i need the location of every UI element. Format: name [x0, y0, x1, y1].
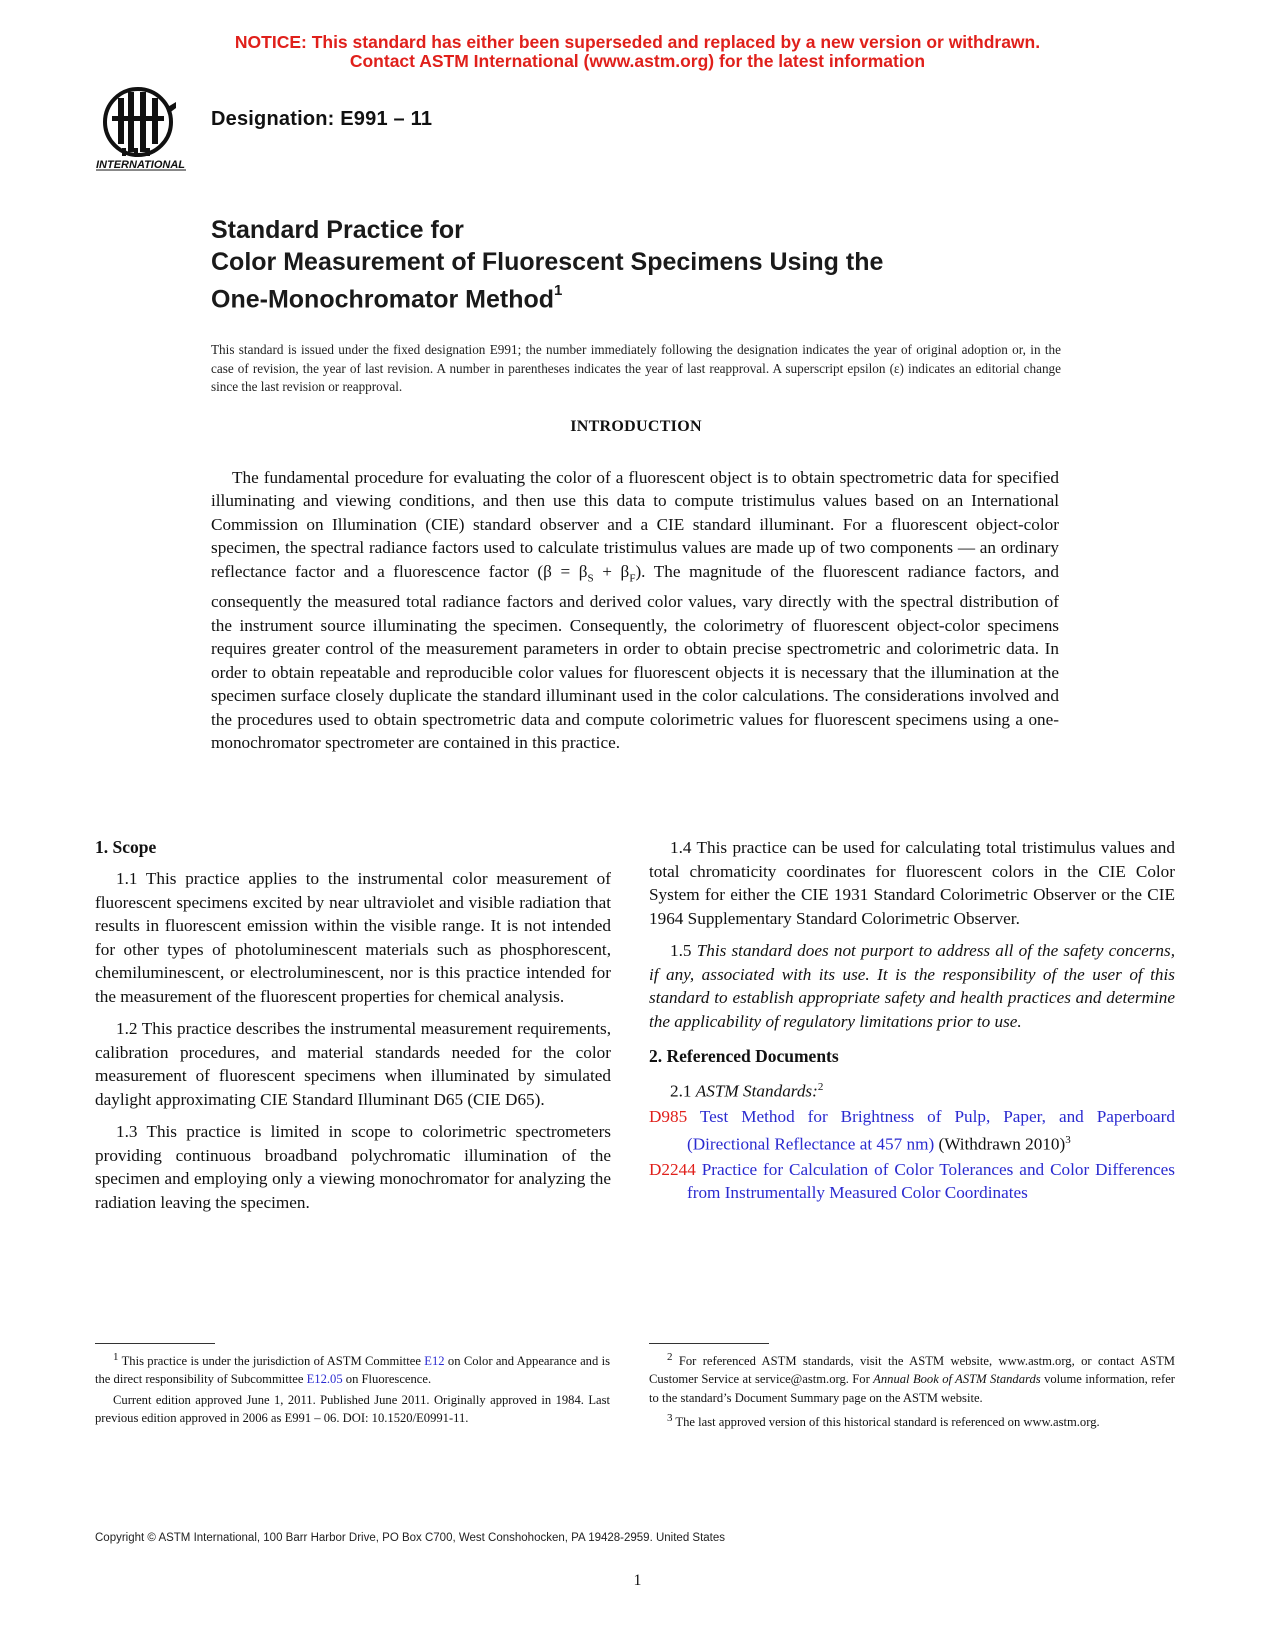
- footnote-1: [95, 1348, 610, 1389]
- subcommittee-e12-05-link[interactable]: E12.05: [306, 1372, 343, 1387]
- footnote-1-text-a: This practice is under the jurisdiction of ASTM Committee: [118, 1354, 425, 1369]
- title-line-2: Color Measurement of Fluorescent Specimens Using the: [211, 248, 884, 276]
- page-number: 1: [633, 1572, 642, 1589]
- footnote-3-text: The last approved version of this historical standard is referenced on www.astm.org.: [672, 1415, 1100, 1430]
- footnote-3-mark: 3: [667, 1412, 673, 1425]
- footnote-divider: [649, 1343, 769, 1344]
- footnote-2: [649, 1348, 1175, 1407]
- footnotes-left: [95, 1343, 610, 1429]
- astm-standards-text: ASTM Standards:: [695, 1081, 818, 1101]
- reference-note: (Withdrawn 2010): [934, 1134, 1066, 1154]
- title-line-3: [211, 278, 1111, 315]
- intro-sub-s: S: [587, 572, 594, 585]
- reference-code-link[interactable]: D985: [649, 1107, 688, 1127]
- designation: Designation: E991 – 11: [211, 108, 433, 130]
- withdrawal-notice: [0, 33, 1275, 71]
- document-title: [211, 214, 1111, 315]
- scope-1-4: 1.4 This practice can be used for calculating total tristimulus values and total chromaticity coordinates for fluorescent colors in the CIE Color System for either the CIE 1931 Standard Colorimetric Observer or the CIE 1964 Supplementary Standard Colorimetric Observer.: [649, 838, 1175, 928]
- intro-part-1: The fundamental procedure for evaluating the color of a fluorescent object is to obtain spectrometric data for specified illuminating and viewing conditions, and then use this data to compute tristimulus values based on an International Commission on Illumination (CIE) standard observer and a CIE standard illuminant. For a fluorescent object-color specimen, the spectral radiance factors used to calculate tristimulus values are made up of two components — an ordinary reflectance factor and a fluorescence factor (β = β: [211, 468, 1059, 581]
- left-column: [95, 836, 611, 1223]
- edition-note: Current edition approved June 1, 2011. Published June 2011. Originally approved in 1984. Last previous edition approved in 2006 as E991 – 06. DOI: 10.1520/E0991-11.: [95, 1392, 610, 1426]
- astm-logo: [96, 86, 196, 172]
- committee-e12-link[interactable]: E12: [424, 1354, 445, 1369]
- scope-heading: 1. Scope: [95, 837, 157, 857]
- astm-standards-footnote-mark[interactable]: 2: [817, 1081, 824, 1093]
- intro-part-2: + β: [593, 561, 630, 581]
- scope-1-5-text: This standard does not purport to address all of the safety concerns, if any, associated with its use. It is the responsibility of the user of this standard to establish appropriate safety and health practices and determine the applicability of regulatory limitations prior to use.: [649, 941, 1176, 1031]
- scope-1-2: 1.2 This practice describes the instrumental measurement requirements, calibration procedures, and material standards needed for the color measurement of fluorescent specimens when illuminated by simulated daylight approximating CIE Standard Illuminant D65 (CIE D65).: [95, 1019, 611, 1109]
- logo-wordmark: INTERNATIONAL: [96, 159, 186, 171]
- title-line-3-text: One-Monochromator Method: [211, 285, 555, 314]
- footnote-2-text-a: For referenced ASTM standards, visit the ASTM website, www.astm.org, or contact ASTM Customer Service at service@astm.org. For: [649, 1354, 1175, 1387]
- copyright-line: Copyright © ASTM International, 100 Barr Harbor Drive, PO Box C700, West Conshohocken, PA 19428-2959. United States: [95, 1532, 726, 1544]
- footnote-1-text-b: on Color and Appearance and is the direct responsibility of Subcommittee: [95, 1354, 610, 1387]
- reference-title-link[interactable]: Test Method for Brightness of Pulp, Paper, and Paperboard (Directional Reflectance at 457 nm): [687, 1107, 1175, 1154]
- intro-sub-f: F: [629, 572, 636, 585]
- scope-1-3: 1.3 This practice is limited in scope to colorimetric spectrometers providing continuous broadband polychromatic illumination of the specimen and employing only a viewing monochromator for analyzing the radiation leaving the specimen.: [95, 1122, 611, 1212]
- footnote-3: [649, 1409, 1175, 1431]
- reference-footnote-mark[interactable]: 3: [1065, 1133, 1071, 1146]
- scope-1-5: [649, 939, 1175, 1033]
- footnote-1-mark: 1: [113, 1351, 119, 1363]
- footnote-2-mark: 2: [667, 1351, 673, 1363]
- footnote-2-text-b: volume information, refer to the standard’s Document Summary page on the ASTM website.: [649, 1372, 1175, 1405]
- reference-title-link[interactable]: Practice for Calculation of Color Tolerances and Color Differences from Instrumentally Measured Color Coordinates: [687, 1159, 1175, 1203]
- reference-code-link[interactable]: D2244: [649, 1159, 696, 1179]
- footnote-1-text-c: on Fluorescence.: [342, 1372, 432, 1387]
- astm-standards-number: 2.1: [670, 1081, 696, 1101]
- issued-note: This standard is issued under the fixed designation E991; the number immediately following the designation indicates the year of original adoption or, in the case of revision, the year of last revision. A number in parentheses indicates the year of last reapproval. A superscript epsilon (ε) indicates an editorial change since the last revision or reapproval.: [211, 342, 1061, 394]
- introduction-body: [211, 466, 1059, 754]
- intro-part-3: ). The magnitude of the fluorescent radiance factors, and consequently the measured total radiance factors and derived color values, vary directly with the spectral distribution of the instrument source illuminating the specimen. Consequently, the colorimetry of fluorescent object-color specimens requires greater control of the measurement parameters in order to obtain precise spectrometric and colorimetric data. In order to obtain repeatable and reproducible color values for fluorescent objects it is necessary that the illumination at the specimen surface closely duplicate the standard illuminant used in the color calculations. The considerations involved and the procedures used to obtain spectrometric data and compute colorimetric values for fluorescent specimens using a one-monochromator spectrometer are contained in this practice.: [211, 561, 1059, 752]
- scope-1-1: 1.1 This practice applies to the instrumental color measurement of fluorescent specimens excited by near ultraviolet and visible radiation that results in fluorescent emission within the visible range. It is not intended for other types of photoluminescent materials such as phosphorescent, chemiluminescent, or electroluminescent, nor is this practice intended for the measurement of the fluorescent properties for chemical analysis.: [95, 869, 611, 1006]
- footnote-2-italic: Annual Book of ASTM Standards: [873, 1372, 1041, 1387]
- right-column: [649, 836, 1175, 1207]
- astm-standards-label: [649, 1076, 1175, 1103]
- astm-logo-mark-icon: [96, 86, 196, 172]
- scope-1-5-number: 1.5: [670, 941, 697, 960]
- referenced-documents-heading: 2. Referenced Documents: [649, 1046, 839, 1066]
- footnote-divider: [95, 1343, 215, 1344]
- notice-line-1: NOTICE: This standard has either been superseded and replaced by a new version or withdrawn.: [234, 32, 1041, 52]
- reference-d985: [649, 1105, 1175, 1156]
- reference-d2244: [649, 1158, 1175, 1205]
- notice-line-2: Contact ASTM International (www.astm.org) for the latest information: [349, 51, 926, 71]
- title-line-1: Standard Practice for: [211, 216, 464, 244]
- title-footnote-mark[interactable]: 1: [554, 282, 563, 299]
- introduction-heading: INTRODUCTION: [570, 418, 702, 435]
- footnotes-right: [649, 1343, 1175, 1434]
